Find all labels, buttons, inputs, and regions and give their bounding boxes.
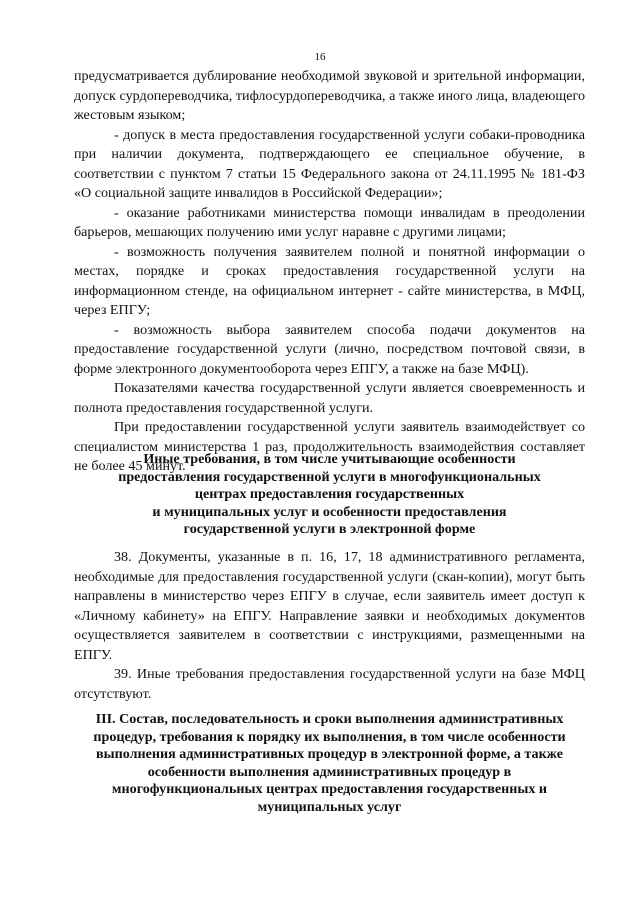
body-text-block bbox=[74, 548, 585, 704]
list-item: - возможность получения заявителем полной и понятной информации о местах, порядке и сроках предоставления государственной услуги на информационном стенде, на официальном интернет - сайте министерства, в МФЦ, через ЕПГУ; bbox=[74, 243, 585, 318]
list-item: - оказание работниками министерства помощи инвалидам в преодолении барьеров, мешающих получению ими услуг наравне с другими лицами; bbox=[74, 204, 585, 240]
section-heading bbox=[64, 451, 595, 539]
paragraph: 38. Документы, указанные в п. 16, 17, 18 административного регламента, необходимые для предоставления государственной услуги (скан-копии), могут быть направлены в министерство через ЕПГУ в случае, если заявитель имеет доступ к «Личному кабинету» на ЕПГУ. Направление заявки и необходимых документов осуществляется заявителем в соответствии с инструкциями, размещенными на ЕПГУ. bbox=[74, 549, 585, 663]
body-text-block bbox=[74, 67, 585, 477]
page-number: 16 bbox=[314, 51, 326, 63]
paragraph: предусматривается дублирование необходимой звуковой и зрительной информации, допуск сурдопереводчика, тифлосурдопереводчика, а также иного лица, владеющего жестовым языком; bbox=[74, 68, 585, 123]
heading-line: государственной услуги в электронной форме bbox=[183, 521, 476, 538]
heading-line: многофункциональных центрах предоставления государственных и bbox=[111, 781, 548, 798]
heading-line: Иные требования, в том числе учитывающие особенности bbox=[143, 451, 516, 467]
heading-line: процедур, требования к порядку их выполнения, в том числе особенности bbox=[93, 728, 566, 745]
chapter-heading bbox=[64, 711, 595, 817]
list-item: - возможность выбора заявителем способа подачи документов на предоставление государственной услуги (лично, посредством почтовой связи, в форме электронного документооборота через ЕПГУ, а также на базе МФЦ). bbox=[74, 321, 585, 377]
heading-line: и муниципальных услуг и особенности предоставления bbox=[152, 503, 507, 520]
paragraph: Показателями качества государственной услуги является своевременность и полнота предоставления государственной услуги. bbox=[74, 380, 585, 416]
heading-line: III. Состав, последовательность и сроки выполнения административных bbox=[95, 711, 564, 727]
heading-line: предоставления государственной услуги в многофункциональных bbox=[118, 468, 541, 485]
paragraph: 39. Иные требования предоставления государственной услуги на базе МФЦ отсутствуют. bbox=[74, 666, 585, 702]
list-item: - допуск в места предоставления государственной услуги собаки-проводника при наличии документа, подтверждающего ее специальное обучение, в соответствии с пунктом 7 статьи 15 Федерального закона от 24.11.1995 № 181-ФЗ «О социальной защите инвалидов в Российской Федерации»; bbox=[74, 126, 585, 201]
heading-line: выполнения административных процедур в электронной форме, а также bbox=[96, 746, 563, 763]
heading-line: муниципальных услуг bbox=[257, 798, 402, 815]
heading-line: особенности выполнения административных процедур в bbox=[147, 763, 512, 780]
heading-line: центрах предоставления государственных bbox=[194, 486, 465, 503]
paragraph: При предоставлении государственной услуги заявитель взаимодействует со специалистом министерства 1 раз, продолжительность взаимодействия составляет не более 45 минут. bbox=[74, 419, 585, 474]
